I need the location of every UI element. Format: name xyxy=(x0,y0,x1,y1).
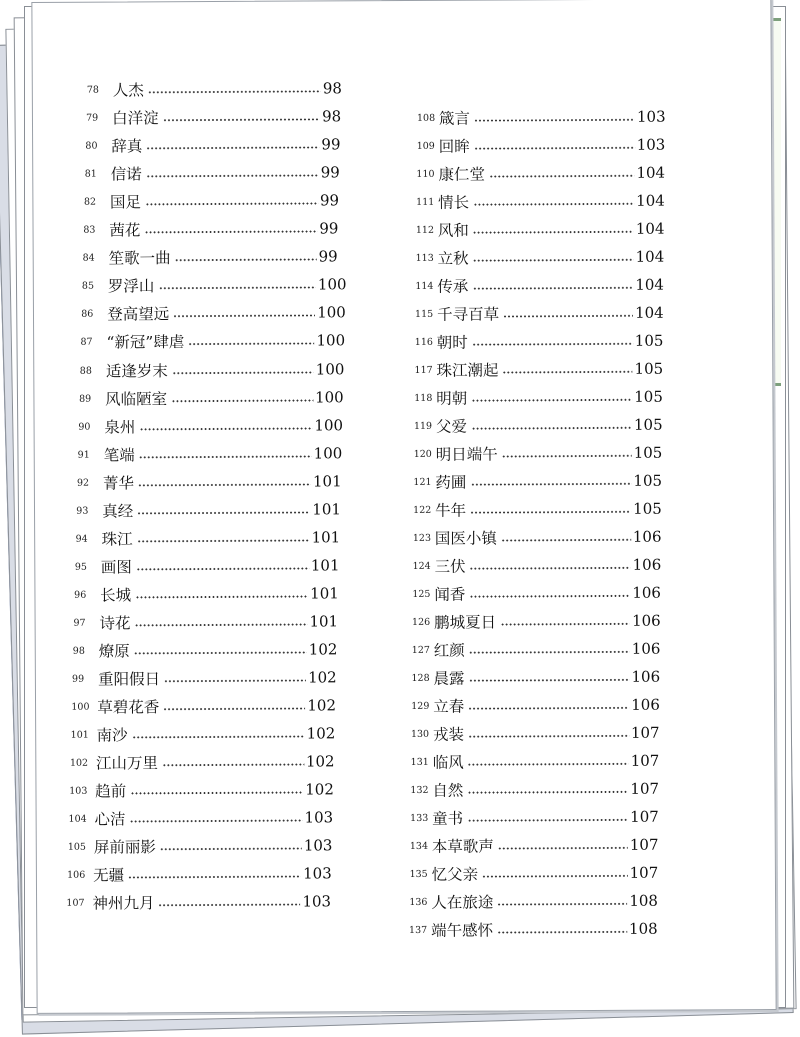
toc-entry-number: 96 xyxy=(74,589,87,601)
toc-entry-title: 笔端 xyxy=(103,446,135,465)
toc-entry-number: 131 xyxy=(410,756,429,768)
toc-entry-leader-dots xyxy=(467,819,628,822)
toc-entry-leader-dots xyxy=(470,511,631,514)
toc-entry-page-number: 100 xyxy=(315,387,344,407)
toc-entry-number: 89 xyxy=(79,393,92,405)
toc-entry-title: 牛年 xyxy=(435,501,467,520)
toc-entry-page-number: 105 xyxy=(633,499,662,518)
toc-entry[interactable] xyxy=(34,301,800,327)
toc-entry-number: 130 xyxy=(410,728,430,740)
toc-entry[interactable] xyxy=(35,525,800,551)
toc-entry-page-number: 107 xyxy=(629,863,659,882)
toc-entry[interactable] xyxy=(37,917,800,943)
toc-entry[interactable] xyxy=(36,721,800,747)
toc-entry[interactable] xyxy=(36,637,800,663)
toc-entry-title: 辞真 xyxy=(111,137,143,156)
toc-entry-page-number: 104 xyxy=(636,163,666,182)
toc-entry-page-number: 105 xyxy=(633,415,663,434)
toc-entry[interactable] xyxy=(34,357,800,383)
toc-entry-number: 83 xyxy=(83,224,96,236)
toc-entry-leader-dots xyxy=(468,763,629,766)
toc-entry-number: 105 xyxy=(67,842,87,854)
toc-entry-leader-dots xyxy=(473,259,634,262)
toc-entry-title: 菁华 xyxy=(102,474,135,493)
toc-entry-leader-dots xyxy=(500,623,630,626)
toc-entry-title: 明朝 xyxy=(436,389,468,408)
toc-entry-number: 115 xyxy=(415,308,434,320)
toc-entry-number: 94 xyxy=(75,533,88,545)
toc-entry-page-number: 105 xyxy=(634,331,664,350)
toc-entry-title: 真经 xyxy=(102,502,134,521)
toc-entry-number: 103 xyxy=(69,785,88,798)
toc-entry-title: “新冠”肆虐 xyxy=(106,333,185,352)
toc-entry-leader-dots xyxy=(503,371,633,374)
toc-entry-title: 画图 xyxy=(100,558,132,577)
toc-entry-number: 121 xyxy=(413,476,432,488)
toc-entry-page-number: 107 xyxy=(630,751,660,770)
toc-entry-page-number: 102 xyxy=(306,724,336,743)
toc-entry[interactable] xyxy=(36,777,800,803)
toc-entry-number: 129 xyxy=(411,700,430,712)
toc-entry-title: 信诺 xyxy=(110,165,142,184)
toc-entry[interactable] xyxy=(35,553,800,579)
toc-entry-title: 箴言 xyxy=(438,109,471,128)
toc-entry-number: 80 xyxy=(85,140,98,152)
toc-entry[interactable] xyxy=(35,581,800,607)
toc-entry-number: 126 xyxy=(412,616,431,628)
toc-entry-page-number: 98 xyxy=(322,79,342,98)
toc-entry-page-number: 108 xyxy=(629,891,658,910)
toc-entry-leader-dots xyxy=(489,175,634,178)
toc-entry-page-number: 102 xyxy=(305,780,334,799)
toc-entry-page-number: 99 xyxy=(321,135,341,154)
toc-entry-title: 诗花 xyxy=(99,614,131,633)
toc-entry-page-number: 100 xyxy=(317,275,347,294)
toc-entry-leader-dots xyxy=(474,119,635,122)
toc-entry-title: 本草歌声 xyxy=(431,837,494,856)
toc-entry-title: 康仁堂 xyxy=(438,165,485,184)
toc-entry-leader-dots xyxy=(468,735,629,738)
toc-entry[interactable] xyxy=(34,385,800,411)
toc-entry-page-number: 99 xyxy=(319,191,340,210)
toc-entry-number: 116 xyxy=(414,336,433,348)
toc-entry-title: 罗浮山 xyxy=(107,277,155,296)
toc-entry-leader-dots xyxy=(471,399,632,402)
toc-entry-title: 草碧花香 xyxy=(97,698,160,717)
toc-entry-page-number: 105 xyxy=(633,471,663,490)
toc-entry-number: 108 xyxy=(416,112,436,124)
toc-entry-title: 回眸 xyxy=(438,137,470,156)
toc-entry-title: 登高望远 xyxy=(107,305,170,324)
toc-entry-leader-dots xyxy=(469,595,630,598)
toc-entry-title: 江山万里 xyxy=(95,754,159,773)
toc-entry-number: 86 xyxy=(81,309,94,321)
toc-entry[interactable] xyxy=(34,245,800,271)
toc-entry[interactable] xyxy=(34,273,800,299)
toc-entry-title: 童书 xyxy=(432,809,464,828)
toc-entry-number: 87 xyxy=(80,337,93,349)
toc-entry-page-number: 101 xyxy=(312,500,341,519)
toc-entry-page-number: 99 xyxy=(318,247,338,266)
toc-entry-page-number: 100 xyxy=(314,415,344,435)
toc-entry-title: 朝时 xyxy=(436,333,468,352)
toc-entry-number: 123 xyxy=(412,532,432,544)
toc-entry-page-number: 106 xyxy=(631,695,660,714)
toc-entry-page-number: 100 xyxy=(315,359,345,378)
toc-entry-number: 113 xyxy=(415,252,434,264)
toc-entry-leader-dots xyxy=(482,875,627,878)
toc-entry-page-number: 101 xyxy=(309,612,339,631)
toc-entry-leader-dots xyxy=(468,707,629,710)
toc-entry-page-number: 108 xyxy=(628,919,658,938)
toc-entry-title: 情长 xyxy=(438,193,470,212)
toc-entry-page-number: 106 xyxy=(631,611,661,630)
toc-entry-number: 133 xyxy=(410,812,429,824)
toc-entry-page-number: 103 xyxy=(303,836,333,855)
toc-entry-page-number: 102 xyxy=(308,640,338,659)
toc-entry-page-number: 106 xyxy=(632,583,662,602)
toc-page xyxy=(31,0,776,1014)
toc-entry-title: 三伏 xyxy=(434,557,466,576)
toc-entry-number: 92 xyxy=(76,477,90,489)
toc-entry-number: 132 xyxy=(410,784,429,796)
toc-entry[interactable] xyxy=(36,749,800,775)
toc-entry-page-number: 102 xyxy=(305,752,335,771)
toc-entry-page-number: 105 xyxy=(633,443,663,462)
toc-entry-title: 白洋淀 xyxy=(112,109,159,128)
toc-entry-title: 珠江潮起 xyxy=(436,361,499,380)
toc-entry-number: 118 xyxy=(414,392,433,404)
toc-entry[interactable] xyxy=(37,833,800,859)
toc-entry[interactable] xyxy=(33,189,800,215)
toc-entry-page-number: 103 xyxy=(636,135,666,154)
toc-entry-page-number: 100 xyxy=(313,443,343,463)
toc-entry[interactable] xyxy=(36,665,800,691)
toc-entry-page-number: 105 xyxy=(634,387,663,406)
toc-entry-number: 84 xyxy=(82,252,95,264)
toc-entry-number: 111 xyxy=(416,196,435,208)
toc-entry-page-number: 101 xyxy=(311,528,341,547)
toc-entry[interactable] xyxy=(37,805,800,831)
toc-entry-title: 国足 xyxy=(109,193,142,212)
toc-entry-title: 药圃 xyxy=(435,473,467,492)
toc-entry[interactable] xyxy=(34,329,800,355)
toc-entry-page-number: 104 xyxy=(635,247,665,266)
toc-entry-leader-dots xyxy=(473,203,634,206)
toc-entry-number: 101 xyxy=(70,729,89,741)
toc-entry-number: 97 xyxy=(73,617,86,629)
toc-entry-page-number: 103 xyxy=(304,808,334,827)
toc-entry-page-number: 105 xyxy=(634,359,664,378)
toc-entry-page-number: 99 xyxy=(319,219,339,238)
toc-entry-number: 136 xyxy=(409,896,428,908)
toc-entry-number: 104 xyxy=(68,813,87,826)
toc-entry-number: 98 xyxy=(72,645,85,657)
toc-entry-title: 临风 xyxy=(432,753,464,772)
toc-entry-number: 85 xyxy=(81,280,95,293)
toc-entry-page-number: 103 xyxy=(636,107,666,126)
toc-entry-title: 屏前丽影 xyxy=(93,838,156,857)
toc-entry-title: 端午感怀 xyxy=(430,921,494,940)
toc-entry-title: 泉州 xyxy=(104,417,136,437)
toc-entry-title: 珠江 xyxy=(101,530,133,549)
toc-entry-title: 明日端午 xyxy=(435,445,498,464)
toc-entry-page-number: 107 xyxy=(629,835,659,854)
toc-entry-number: 81 xyxy=(84,168,97,180)
toc-entry-number: 134 xyxy=(409,840,429,852)
toc-entry-title: 重阳假日 xyxy=(97,670,161,689)
toc-entry-leader-dots xyxy=(474,147,635,150)
toc-entry-number: 109 xyxy=(416,140,435,152)
toc-entry-number: 107 xyxy=(66,898,85,910)
toc-entry-page-number: 102 xyxy=(307,696,337,715)
toc-entry-page-number: 104 xyxy=(634,303,664,322)
toc-entry-page-number: 102 xyxy=(307,668,337,687)
toc-entry-number: 82 xyxy=(83,196,97,208)
toc-entry[interactable] xyxy=(36,609,800,635)
toc-entry-leader-dots xyxy=(471,427,632,430)
toc-entry-leader-dots xyxy=(472,287,633,290)
toc-entry-title: 戎装 xyxy=(432,725,465,744)
toc-entry-number: 125 xyxy=(412,588,431,600)
toc-entry-number: 114 xyxy=(415,280,434,292)
toc-entry-title: 传承 xyxy=(437,277,469,296)
toc-entry-leader-dots xyxy=(501,539,631,542)
toc-entry-title: 立春 xyxy=(433,697,465,716)
toc-entry[interactable] xyxy=(33,161,800,187)
toc-entry-number: 95 xyxy=(74,561,87,573)
toc-entry-page-number: 104 xyxy=(635,275,665,294)
toc-entry-page-number: 101 xyxy=(312,472,342,491)
toc-entry[interactable] xyxy=(37,861,800,887)
toc-entry-leader-dots xyxy=(502,455,632,458)
toc-entry[interactable] xyxy=(35,497,800,523)
toc-entry-title: 红颜 xyxy=(433,641,465,660)
toc-entry-page-number: 103 xyxy=(303,864,332,883)
toc-entry-number: 127 xyxy=(411,644,430,656)
toc-entry-number: 122 xyxy=(413,504,432,516)
toc-entry-leader-dots xyxy=(497,931,627,934)
toc-entry-title: 神州九月 xyxy=(92,894,155,914)
toc-entry[interactable] xyxy=(35,469,800,495)
toc-entry-title: 千寻百草 xyxy=(436,305,500,324)
toc-entry-leader-dots xyxy=(470,567,631,570)
toc-entry-leader-dots xyxy=(472,343,633,346)
toc-entry-page-number: 106 xyxy=(632,527,662,546)
toc-entry-page-number: 98 xyxy=(322,107,342,126)
toc-entry-leader-dots xyxy=(497,903,627,906)
toc-entry[interactable] xyxy=(36,693,800,719)
toc-entry[interactable] xyxy=(35,413,800,439)
toc-entry-page-number: 104 xyxy=(635,219,665,238)
toc-entry-number: 128 xyxy=(411,672,430,684)
toc-entry-leader-dots xyxy=(471,483,632,486)
toc-entry-title: 忆父亲 xyxy=(431,865,479,884)
toc-entry-page-number: 103 xyxy=(302,892,332,911)
toc-entry-title: 无疆 xyxy=(93,866,125,886)
toc-entry-title: 燎原 xyxy=(98,642,130,661)
toc-entry-page-number: 106 xyxy=(631,667,661,686)
toc-entry-title: 南沙 xyxy=(96,726,128,745)
toc-entry-number: 91 xyxy=(77,449,90,461)
toc-entry-number: 100 xyxy=(71,701,90,713)
toc-entry-number: 102 xyxy=(69,757,89,769)
toc-entry-title: 父爱 xyxy=(435,417,468,436)
toc-entry-title: 闻香 xyxy=(434,585,466,604)
toc-entry[interactable] xyxy=(37,889,800,915)
toc-entry-number: 135 xyxy=(409,868,428,880)
toc-entry-number: 117 xyxy=(414,364,433,376)
toc-entry-number: 120 xyxy=(413,448,432,460)
toc-entry-number: 90 xyxy=(78,421,91,433)
toc-entry-leader-dots xyxy=(503,315,633,318)
toc-entry-title: 人杰 xyxy=(112,81,144,100)
toc-entry-leader-dots xyxy=(468,791,629,794)
toc-entry-page-number: 106 xyxy=(632,555,662,574)
toc-entry-title: 风和 xyxy=(437,221,469,240)
toc-entry-number: 99 xyxy=(72,673,85,685)
toc-entry-title: 风临陋室 xyxy=(105,389,168,409)
toc-entry[interactable] xyxy=(33,105,800,131)
toc-entry-page-number: 101 xyxy=(310,556,340,575)
toc-right-column xyxy=(32,0,800,1037)
toc-entry-title: 国医小镇 xyxy=(434,529,497,548)
toc-entry-title: 适逢岁末 xyxy=(105,361,168,381)
toc-entry-title: 自然 xyxy=(432,781,464,800)
toc-entry-number: 88 xyxy=(79,365,92,377)
toc-entry-title: 笙歌一曲 xyxy=(108,249,171,268)
toc-entry-leader-dots xyxy=(469,679,630,682)
toc-entry-title: 鹏城夏日 xyxy=(434,613,497,632)
toc-entry-leader-dots xyxy=(469,651,630,654)
toc-entry-page-number: 99 xyxy=(320,163,340,182)
toc-entry-title: 人在旅途 xyxy=(431,893,494,912)
toc-entry-title: 趋前 xyxy=(95,782,127,801)
toc-entry-page-number: 104 xyxy=(636,191,665,210)
toc-entry-number: 78 xyxy=(86,84,99,96)
toc-entry-title: 茜花 xyxy=(109,221,141,240)
toc-entry-number: 112 xyxy=(415,224,435,236)
toc-entry-page-number: 107 xyxy=(630,807,659,826)
toc-entry-number: 79 xyxy=(86,112,99,124)
toc-entry-title: 心洁 xyxy=(94,810,126,829)
toc-entry-number: 124 xyxy=(412,560,431,572)
toc-entry-title: 立秋 xyxy=(437,249,469,268)
toc-entry-leader-dots xyxy=(498,847,628,850)
toc-entry-number: 106 xyxy=(67,870,86,882)
toc-entry-number: 110 xyxy=(416,168,435,180)
toc-entry-title: 晨露 xyxy=(433,669,465,688)
toc-entry-page-number: 106 xyxy=(631,639,661,658)
toc-entry-number: 119 xyxy=(413,420,433,432)
toc-entry-number: 93 xyxy=(76,505,89,517)
toc-entry-number: 137 xyxy=(409,924,428,936)
toc-entry-page-number: 100 xyxy=(317,303,346,322)
toc-entry-page-number: 107 xyxy=(630,723,660,742)
toc-entry-page-number: 100 xyxy=(316,331,346,350)
toc-entry-page-number: 107 xyxy=(630,779,660,798)
toc-entry[interactable] xyxy=(35,441,800,467)
toc-entry-page-number: 101 xyxy=(310,584,339,603)
toc-entry-leader-dots xyxy=(473,231,634,234)
toc-entry[interactable] xyxy=(34,217,800,243)
toc-entry[interactable] xyxy=(33,133,800,159)
toc-entry-title: 长城 xyxy=(100,586,132,605)
